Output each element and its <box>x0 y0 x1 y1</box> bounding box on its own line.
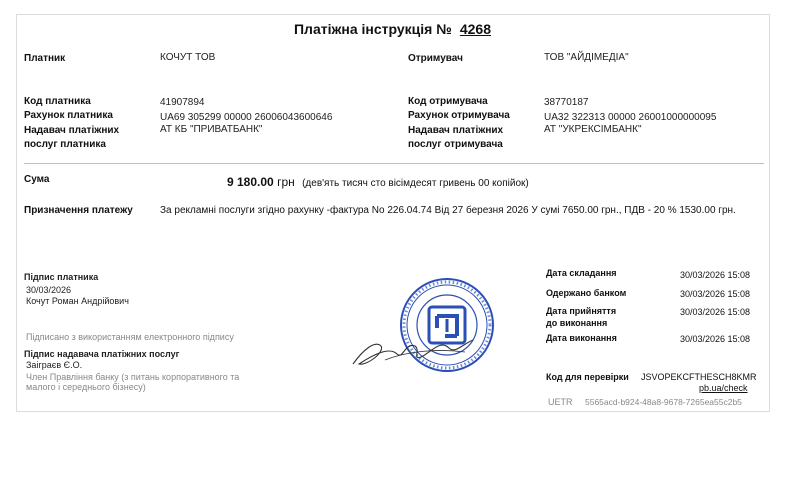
provider-signature-label: Підпис надавача платіжних послуг <box>24 349 180 359</box>
receiver-provider-label-1: Надавач платіжних <box>408 125 504 136</box>
created-label: Дата складання <box>546 268 617 278</box>
receiver-provider-label-2: послуг отримувача <box>408 139 503 150</box>
document-title <box>0 21 785 37</box>
payer-provider-label-1: Надавач платіжних <box>24 125 120 136</box>
purpose-text: За рекламні послуги згідно рахунку -фактура No 226.04.74 Від 27 березня 2026 У сумі 7650.00 грн., ПДВ - 20 % 1530.00 грн. <box>160 205 736 216</box>
receiver-provider: АТ "УКРЕКСІМБАНК" <box>544 124 642 135</box>
payer-signature-date: 30/03/2026 <box>26 285 72 295</box>
payer-name: КОЧУТ ТОВ <box>160 52 216 63</box>
created-date: 30/03/2026 15:08 <box>680 270 751 280</box>
payer-provider-label-2: послуг платника <box>24 139 106 150</box>
uetr-value: 5565acd-b924-48a8-9678-7265ea55c2b5 <box>585 397 742 407</box>
receiver-account: UA32 322313 00000 26001000000095 <box>544 112 717 123</box>
provider-signer-position-2: малого і середнього бізнесу) <box>26 382 146 392</box>
sum-label: Сума <box>24 174 50 185</box>
executed-date: 30/03/2026 15:08 <box>680 334 751 344</box>
payer-provider: АТ КБ "ПРИВАТБАНК" <box>160 124 263 135</box>
e-signature-note: Підписано з використанням електронного підпису <box>26 332 234 342</box>
bank-stamp <box>345 270 510 380</box>
title-text: Платіжна інструкція № <box>293 21 452 37</box>
accepted-label-1: Дата прийняття <box>546 306 617 316</box>
payer-label: Платник <box>24 53 66 64</box>
sum-amount: 9 180.00 <box>227 175 274 189</box>
uetr-label: UETR <box>548 397 573 407</box>
receiver-name: ТОВ "АЙДІМЕДІА" <box>544 52 629 63</box>
purpose-label: Призначення платежу <box>24 205 133 216</box>
payer-signature-label: Підпис платника <box>24 272 99 282</box>
provider-signer-name: Заіграєв Є.О. <box>26 360 83 370</box>
received-date: 30/03/2026 15:08 <box>680 289 751 299</box>
sum-currency: грн <box>277 175 295 189</box>
divider <box>24 163 764 164</box>
payer-account-label: Рахунок платника <box>24 110 113 121</box>
receiver-code-label: Код отримувача <box>408 96 488 107</box>
executed-label: Дата виконання <box>546 333 617 343</box>
verify-code: JSVOPEKCFTHESCH8KMR <box>641 372 757 382</box>
payer-code-label: Код платника <box>24 96 91 107</box>
accepted-date: 30/03/2026 15:08 <box>680 307 751 317</box>
receiver-account-label: Рахунок отримувача <box>408 110 510 121</box>
verify-label: Код для перевірки <box>546 372 629 382</box>
received-label: Одержано банком <box>546 288 627 298</box>
payer-account: UA69 305299 00000 26006043600646 <box>160 112 333 123</box>
accepted-label-2: до виконання <box>546 318 608 328</box>
sum-words: (дев'ять тисяч сто вісімдесят гривень 00 копійок) <box>302 178 529 189</box>
payer-signer-name: Кочут Роман Андрійович <box>26 296 129 306</box>
provider-signer-position-1: Член Правління банку (з питань корпоративного та <box>26 372 240 382</box>
receiver-code: 38770187 <box>544 97 589 108</box>
verify-link[interactable]: pb.ua/check <box>699 383 748 393</box>
stamp-seal-icon <box>401 279 493 371</box>
payer-code: 41907894 <box>160 97 205 108</box>
instruction-number: 4268 <box>459 21 491 37</box>
receiver-label: Отримувач <box>408 53 463 64</box>
sum-amount-line <box>227 175 529 189</box>
